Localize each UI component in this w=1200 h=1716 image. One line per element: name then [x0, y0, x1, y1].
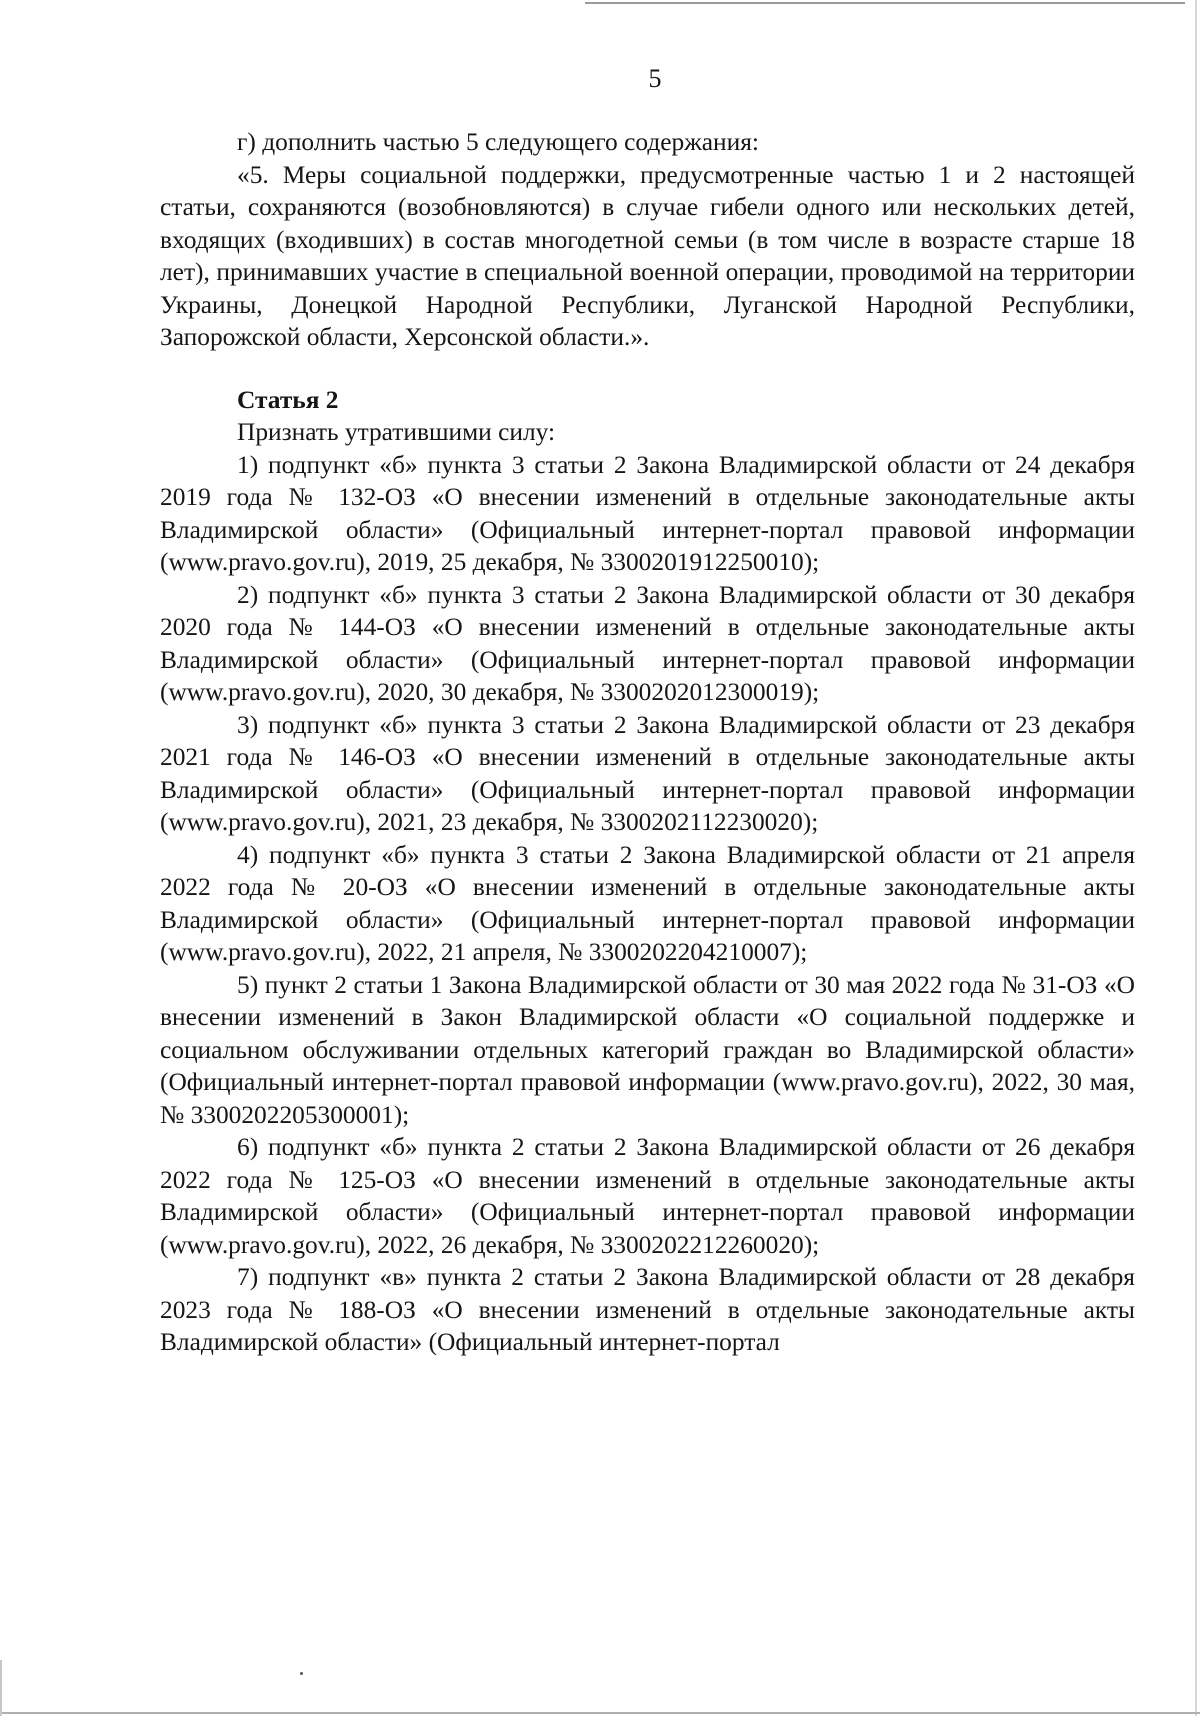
amendment-instruction: г) дополнить частью 5 следующего содержания:: [237, 128, 759, 156]
repealed-item-7: 7) подпункт «в» пункта 2 статьи 2 Закона Владимирской области от 28 декабря 2023 года № 188-ОЗ «О внесении изменений в отдельные законодательные акты Владимирской области» (Официальный интернет-портал: [160, 1263, 1135, 1356]
top-edge-rule: [585, 2, 1185, 4]
amendment-text: «5. Меры социальной поддержки, предусмотренные частью 1 и 2 настоящей статьи, сохраняются (возобновляются) в случае гибели одного или нескольких детей, входящих (входивших) в состав многодетной семьи (в том числе в возрасте старше 18 лет), принимавших участие в специальной военной операции, проводимой на территории Украины, Донецкой Народной Республики, Луганской Народной Республики, Запорожской области, Херсонской области.».: [160, 160, 1135, 351]
repealed-item-2: 2) подпункт «б» пункта 3 статьи 2 Закона Владимирской области от 30 декабря 2020 года № 144-ОЗ «О внесении изменений в отдельные законодательные акты Владимирской области» (Официальный интернет-портал правовой информации (www.pravo.gov.ru), 2020, 30 декабря, № 3300202012300019);: [160, 580, 1135, 706]
bottom-edge-rule: [0, 1712, 1200, 1714]
section-gap: [160, 354, 1135, 384]
repealed-item-5: 5) пункт 2 статьи 1 Закона Владимирской области от 30 мая 2022 года № 31-ОЗ «О внесении изменений в Закон Владимирской области «О социальной поддержке и социальном обслуживании отдельных категорий граждан во Владимирской области» (Официальный интернет-портал правовой информации (www.pravo.gov.ru), 2022, 30 мая, № 3300202205300001);: [160, 970, 1135, 1129]
article-intro: Признать утратившими силу:: [237, 418, 556, 446]
repealed-item-1: 1) подпункт «б» пункта 3 статьи 2 Закона Владимирской области от 24 декабря 2019 года № 132-ОЗ «О внесении изменений в отдельные законодательные акты Владимирской области» (Официальный интернет-портал правовой информации (www.pravo.gov.ru), 2019, 25 декабря, № 3300201912250010);: [160, 450, 1135, 576]
article-heading: Статья 2: [237, 385, 339, 414]
repealed-item-4: 4) подпункт «б» пункта 3 статьи 2 Закона Владимирской области от 21 апреля 2022 года № 20-ОЗ «О внесении изменений в отдельные законодательные акты Владимирской области» (Официальный интернет-портал правовой информации (www.pravo.gov.ru), 2022, 21 апреля, № 3300202204210007);: [160, 840, 1135, 966]
page-number: 5: [648, 64, 662, 93]
right-edge-shadow: [1195, 0, 1197, 1716]
repealed-item-3: 3) подпункт «б» пункта 3 статьи 2 Закона Владимирской области от 23 декабря 2021 года № 146-ОЗ «О внесении изменений в отдельные законодательные акты Владимирской области» (Официальный интернет-портал правовой информации (www.pravo.gov.ru), 2021, 23 декабря, № 3300202112230020);: [160, 710, 1135, 836]
repealed-item-6: 6) подпункт «б» пункта 2 статьи 2 Закона Владимирской области от 26 декабря 2022 года № 125-ОЗ «О внесении изменений в отдельные законодательные акты Владимирской области» (Официальный интернет-портал правовой информации (www.pravo.gov.ru), 2022, 26 декабря, № 3300202212260020);: [160, 1133, 1135, 1259]
left-edge-mark: [0, 1660, 2, 1716]
document-body: [160, 126, 1135, 1359]
scan-dot-mark: [300, 1672, 303, 1675]
